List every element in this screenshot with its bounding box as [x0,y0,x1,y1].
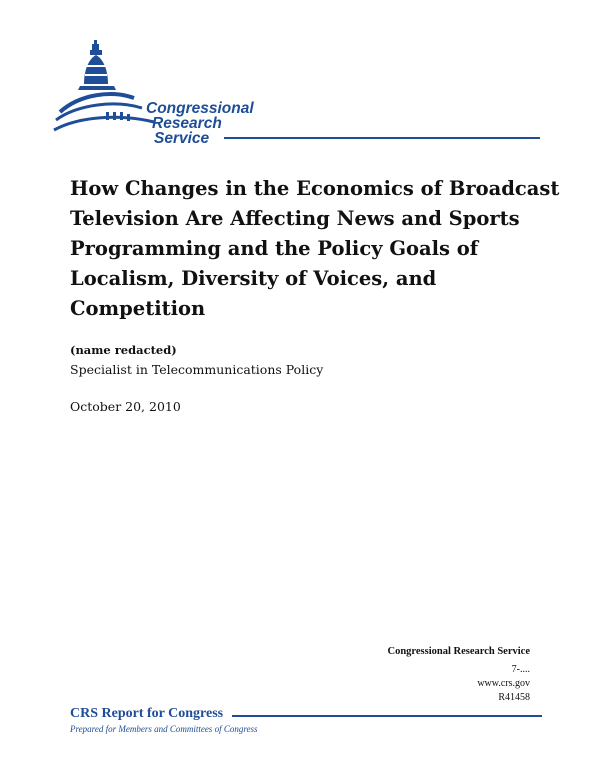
footer-title: CRS Report for Congress [70,706,224,721]
report-date: October 20, 2010 [70,399,181,414]
capitol-dome-icon [50,34,540,146]
crs-info-block [387,645,530,705]
logo-line-2: Research [152,115,222,132]
crs-code: 7-.... [511,664,530,675]
title-line: Localism, Diversity of Voices, and [70,267,437,290]
logo-wordmark [146,101,254,146]
report-title [70,174,560,324]
title-line: Programming and the Policy Goals of [70,237,479,260]
author-name: (name redacted) [70,343,177,357]
title-line: Television Are Affecting News and Sports [70,207,520,230]
logo-line-1: Congressional [146,100,254,117]
logo-line-3: Service [154,130,210,147]
crs-organization: Congressional Research Service [387,646,530,657]
crs-report-number: R41458 [498,692,530,703]
footer-subtitle: Prepared for Members and Committees of Congress [70,724,258,734]
title-line: Competition [70,297,206,320]
crs-logo [50,34,540,146]
title-line: How Changes in the Economics of Broadcast [70,177,560,200]
crs-website-link[interactable]: www.crs.gov [477,678,530,689]
footer-divider [232,715,542,717]
author-role: Specialist in Telecommunications Policy [70,362,324,377]
